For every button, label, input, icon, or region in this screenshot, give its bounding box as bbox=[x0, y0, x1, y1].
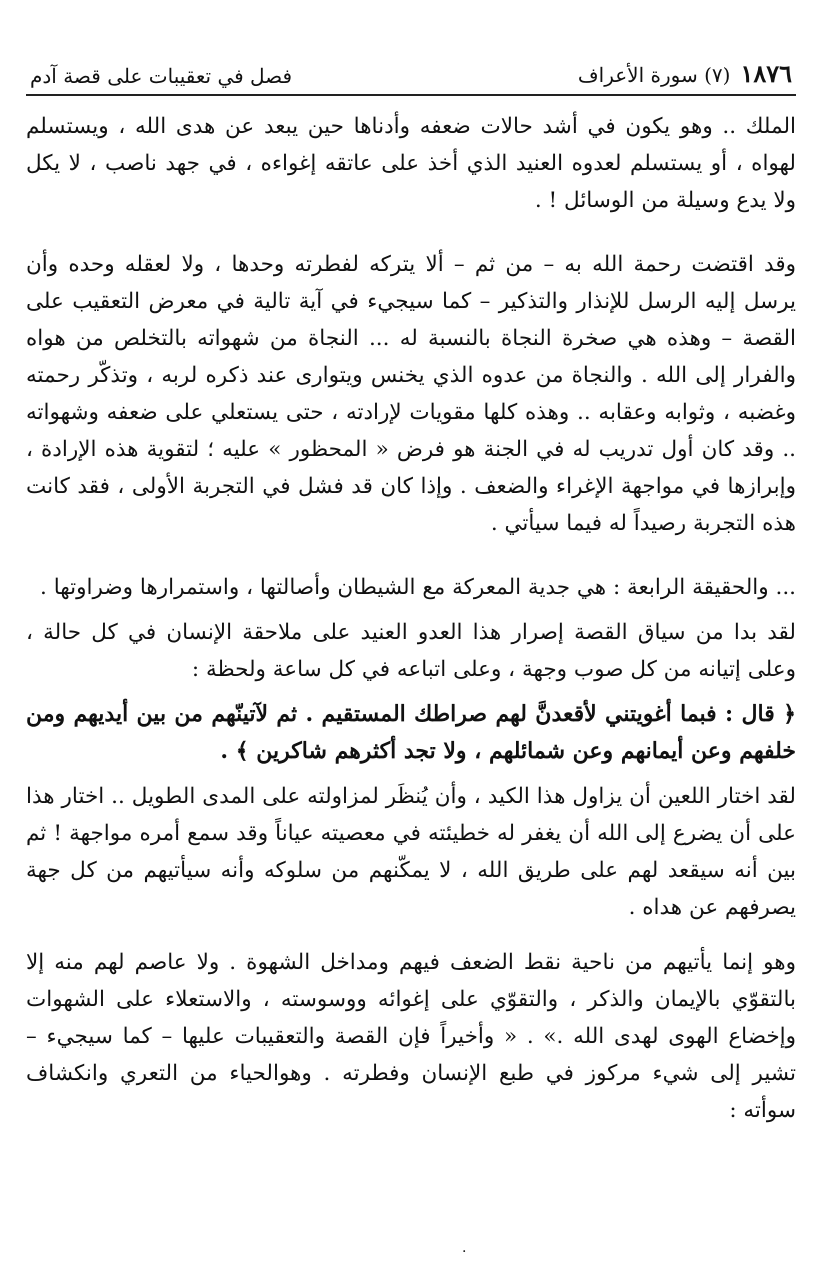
paragraph-4: لقد بدا من سياق القصة إصرار هذا العدو العنيد على ملاحقة الإنسان في كل حالة ، وعلى إتيانه من كل صوب وجهة ، وعلى اتباعه في كل ساعة ولحظة : bbox=[26, 620, 796, 682]
paragraph-3: ... والحقيقة الرابعة : هي جدية المعركة مع الشيطان وأصالتها ، واستمرارها وضراوتها . bbox=[40, 575, 796, 600]
page-footer-mark: · bbox=[462, 1244, 467, 1260]
surah-label: (٧) سورة الأعراف bbox=[577, 63, 731, 87]
paragraph-gap bbox=[26, 926, 796, 944]
paragraph-6: وهو إنما يأتيهم من ناحية نقط الضعف فيهم ومداخل الشهوة . ولا عاصم لهم منه إلا بالتقوّي بالإيمان والذكر ، والتقوّي على إغوائه ووسوسته ، والاستعلاء على الشهوات وإخضاع الهوى لهدى الله .» . « وأخيراً فإن القصة والتعقيبات عليها – كما سيجيء – تشير إلى شيء مركوز في طبع الإنسان وفطرته . وهوالحياء من التعري وانكشاف سوأته : bbox=[26, 950, 796, 1123]
section-title: فصل في تعقيبات على قصة آدم bbox=[30, 64, 293, 88]
paragraph-gap bbox=[26, 606, 796, 614]
paragraph-gap bbox=[26, 688, 796, 696]
page-header bbox=[26, 40, 796, 96]
header-right bbox=[578, 59, 792, 88]
paragraph-gap bbox=[26, 770, 796, 778]
paragraph-gap bbox=[26, 542, 796, 569]
body-text bbox=[26, 108, 796, 1129]
quran-verse: ﴿ قال : فبما أغويتني لأقعدنَّ لهم صراطك المستقيم . ثم لآتينّهم من بين أيديهم ومن خلفهم وعن أيمانهم وعن شمائلهم ، ولا تجد أكثرهم شاكرين ﴾ . bbox=[26, 701, 796, 764]
page-number: ١٨٧٦ bbox=[740, 59, 792, 88]
paragraph-gap bbox=[26, 219, 796, 246]
book-page bbox=[26, 40, 796, 1250]
paragraph-5: لقد اختار اللعين أن يزاول هذا الكيد ، وأن يُنظَر لمزاولته على المدى الطويل .. اختار هذا على أن يضرع إلى الله أن يغفر له خطيئته في معصيته عياناً وقد سمع أمره مواجهة ! ثم بين أنه سيقعد لهم على طريق الله ، لا يمكّنهم من سلوكه وأنه سيأتيهم من كل جهة يصرفهم عن هداه . bbox=[26, 784, 796, 920]
paragraph-2: وقد اقتضت رحمة الله به – من ثم – ألا يتركه لفطرته وحدها ، ولا لعقله وحده وأن يرسل إليه الرسل للإنذار والتذكير – كما سيجيء في آية تالية في معرض التعقيب على القصة – وهذه هي صخرة النجاة بالنسبة له ... النجاة من شهواته بالتخلص من هواه والفرار إلى الله . والنجاة من عدوه الذي يخنس ويتوارى عند ذكره لربه ، وتذكّر رحمته وغضبه ، وثوابه وعقابه .. وهذه كلها مقويات لإرادته ، حتى يستعلي على ضعفه وشهواته .. وقد كان أول تدريب له في الجنة هو فرض « المحظور » عليه ؛ لتقوية هذه الإرادة ، وإبرازها في مواجهة الإغراء والضعف . وإذا كان قد فشل في التجربة الأولى ، فقد كانت هذه التجربة رصيداً له فيما سيأتي . bbox=[26, 252, 796, 536]
paragraph-1: الملك .. وهو يكون في أشد حالات ضعفه وأدناها حين يبعد عن هدى الله ، ويستسلم لهواه ، أو يستسلم لعدوه العنيد الذي أخذ على عاتقه إغواءه ، في جهد ناصب ، لا يكل ولا يدع وسيلة من الوسائل ! . bbox=[26, 114, 796, 213]
